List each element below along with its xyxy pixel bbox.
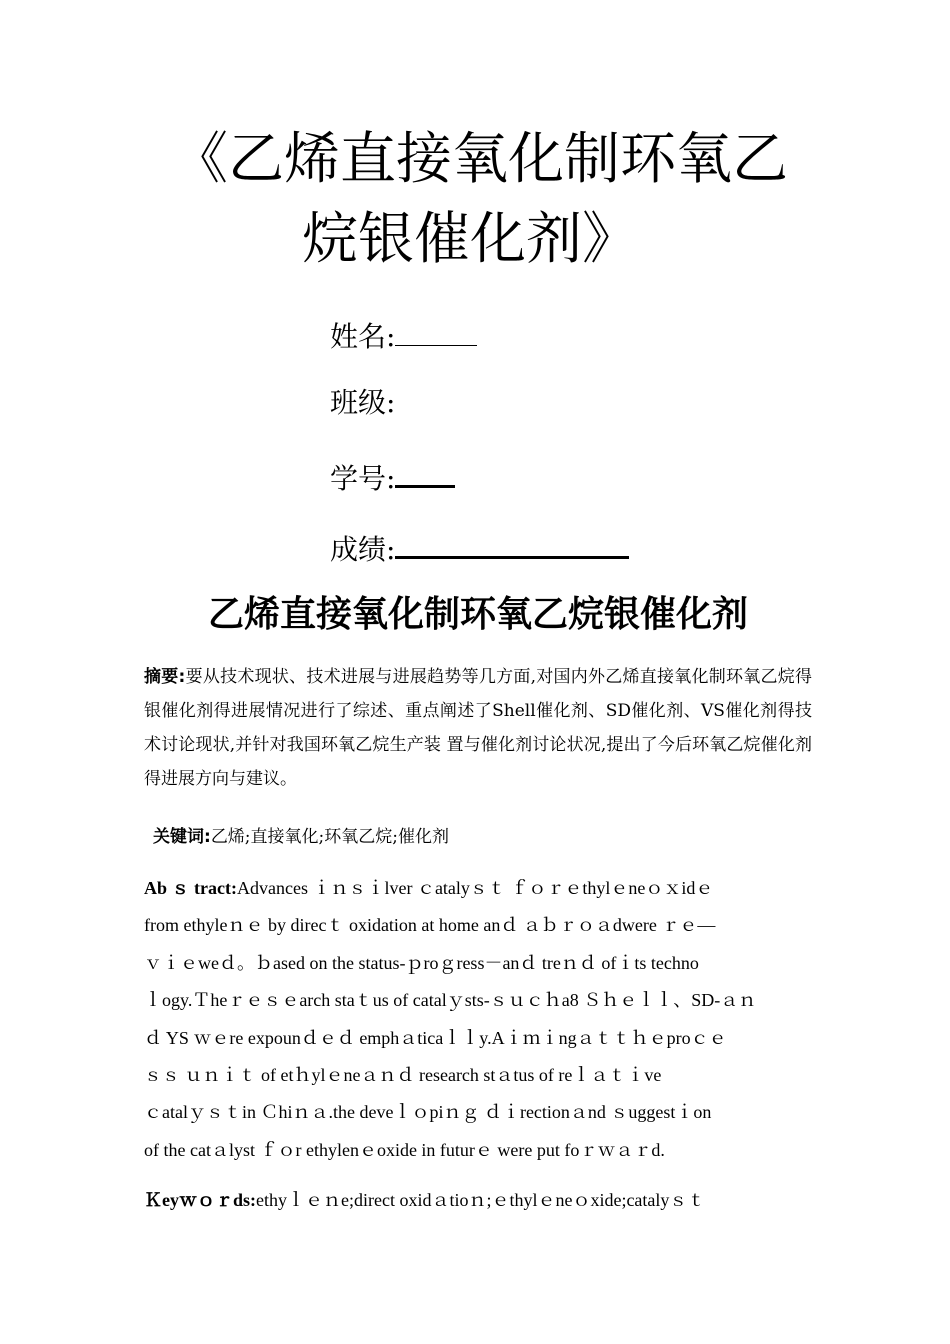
page-title-line-1: 《乙烯直接氧化制环氧乙 <box>172 127 788 192</box>
document-heading: 乙烯直接氧化制环氧乙烷银催化剂 <box>207 593 748 635</box>
student-id-blank <box>395 459 455 488</box>
english-abstract-line: ｖｉｅweｄ。ｂased on the status-ｐroｇress－anｄ treｎｄ ofｉts techno <box>144 952 699 973</box>
english-abstract-line: of the catａlyst ｆｏr ethylenｅoxide in futurｅ were put foｒｗａｒd. <box>144 1139 665 1160</box>
grade-label: 成绩: <box>330 533 396 566</box>
english-keywords-text: ethyｌｅｎe;direct oxidａtioｎ;ｅthylｅneｏxide;catalyｓｔ <box>256 1190 706 1210</box>
chinese-keywords-label: 关键词: <box>153 827 211 847</box>
english-abstract-label: Ab ｓ tract: <box>144 878 237 898</box>
chinese-keywords <box>153 823 449 851</box>
english-abstract <box>144 870 812 1169</box>
student-id-row <box>330 459 455 493</box>
chinese-keywords-text: 乙烯;直接氧化;环氧乙烷;催化剂 <box>210 827 449 847</box>
class-row <box>330 386 396 419</box>
english-abstract-line: ｓｓ ｕｎｉｔ of etｈylｅneａｎｄ research stａtus of reｌａｔｉve <box>144 1064 662 1085</box>
name-label: 姓名: <box>330 320 396 353</box>
grade-row <box>330 530 629 564</box>
name-row <box>330 319 477 351</box>
english-abstract-line: ｃatalｙｓｔin Ｃhiｎａ.the deveｌｏpiｎｇ ｄｉrectionａnd ｓuggestｉon <box>144 1102 712 1123</box>
class-label: 班级: <box>330 386 396 419</box>
chinese-abstract <box>144 660 812 796</box>
english-abstract-line: ｌogy.Ｔheｒｅｓｅarch staｔus of catalｙsts-ｓｕｃｈa8 Ｓｈｅｌｌ、SD-ａｎ <box>144 990 757 1011</box>
english-abstract-line: from ethyleｎｅ by direcｔ oxidation at home anｄ ａｂｒｏａdwere ｒｅ— <box>144 915 716 936</box>
english-keywords <box>144 1182 824 1219</box>
grade-blank <box>395 530 629 559</box>
english-abstract-line: ｄ YS ｗｅre expounｄｅｄ emphａticaｌｌy.Aｉｍｉngａｔｔｈｅproｃｅ <box>144 1027 727 1048</box>
english-abstract-line: Ab ｓ tract:Advances ｉｎｓｉlver ｃatalyｓｔ ｆｏｒｅthylｅneｏｘidｅ <box>144 878 714 898</box>
chinese-abstract-text: 要从技术现状、技术进展与进展趋势等几方面,对国内外乙烯直接氧化制环氧乙烷得银催化剂得进展情况进行了综述、重点阐述了Shell催化剂、SD催化剂、VS催化剂得技术讨论现状,并针对我国环氧乙烷生产装 置与催化剂讨论状况,提出了今后环氧乙烷催化剂得进展方向与建议。 <box>144 667 812 789</box>
student-id-label: 学号: <box>330 462 396 495</box>
name-blank <box>395 319 477 346</box>
english-keywords-label: Ｋeyｗｏｒds: <box>144 1190 256 1210</box>
page-title-line-2: 烷银催化剂》 <box>302 207 638 272</box>
chinese-abstract-label: 摘要: <box>144 667 186 687</box>
